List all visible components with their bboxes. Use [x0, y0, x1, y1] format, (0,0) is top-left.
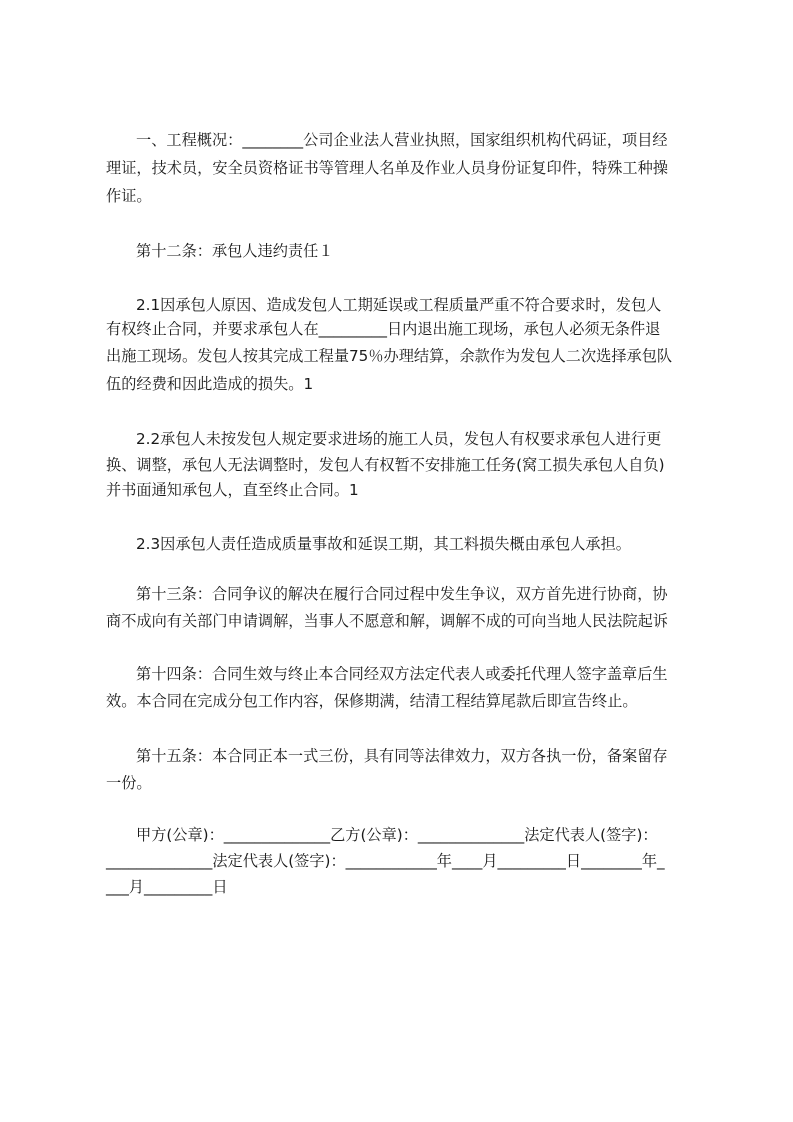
clause-2-3-line-1: 2.3因承包人责任造成质量事故和延误工期，其工料损失概由承包人承担。: [136, 535, 631, 553]
clause-2-2-line-1: 2.2承包人未按发包人规定要求进场的施工人员，发包人有权要求承包人进行更: [136, 430, 662, 448]
article-12-heading: 第十二条：承包人违约责任１: [136, 242, 334, 260]
section-1-line-3: 作证。: [106, 187, 152, 205]
article-14-line-1: 第十四条：合同生效与终止本合同经双方法定代表人或委托代理人签字盖章后生: [136, 665, 668, 683]
section-1-line-2: 理证，技术员，安全员资格证书等管理人名单及作业人员身份证复印件，特殊工种操: [106, 159, 668, 177]
signature-line-3: ___月_________日: [106, 878, 228, 896]
section-1-line-1: 一、工程概况：________公司企业法人营业执照，国家组织机构代码证，项目经: [136, 131, 668, 149]
clause-2-2-line-2: 换、调整，承包人无法调整时，发包人有权暂不安排施工任务(窝工损失承包人自负): [106, 456, 665, 474]
clause-2-1-line-2: 有权终止合同，并要求承包人在_________日内退出施工现场，承包人必须无条件退: [106, 320, 661, 338]
clause-2-2-line-3: 并书面通知承包人，直至终止合同。1: [106, 481, 359, 499]
signature-line-1: 甲方(公章)：______________乙方(公章)：______________法定代表人(签字)：: [136, 826, 658, 844]
article-15-line-2: 一份。: [106, 774, 152, 792]
article-14-line-2: 效。本合同在完成分包工作内容，保修期满，结清工程结算尾款后即宣告终止。: [106, 692, 638, 710]
article-15-line-1: 第十五条：本合同正本一式三份，具有同等法律效力，双方各执一份，备案留存: [136, 747, 668, 765]
clause-2-1-line-3: 出施工现场。发包人按其完成工程量75％办理结算，余款作为发包人二次选择承包队: [106, 347, 673, 365]
signature-line-2: ______________法定代表人(签字)：____________年____月_________日________年_: [106, 852, 665, 870]
clause-2-1-line-4: 伍的经费和因此造成的损失。1: [106, 375, 314, 393]
clause-2-1-line-1: 2.1因承包人原因、造成发包人工期延误或工程质量严重不符合要求时，发包人: [136, 296, 662, 314]
article-13-line-1: 第十三条：合同争议的解决在履行合同过程中发生争议，双方首先进行协商，协: [136, 585, 668, 603]
article-13-line-2: 商不成向有关部门申请调解，当事人不愿意和解，调解不成的可向当地人民法院起诉: [106, 612, 668, 630]
